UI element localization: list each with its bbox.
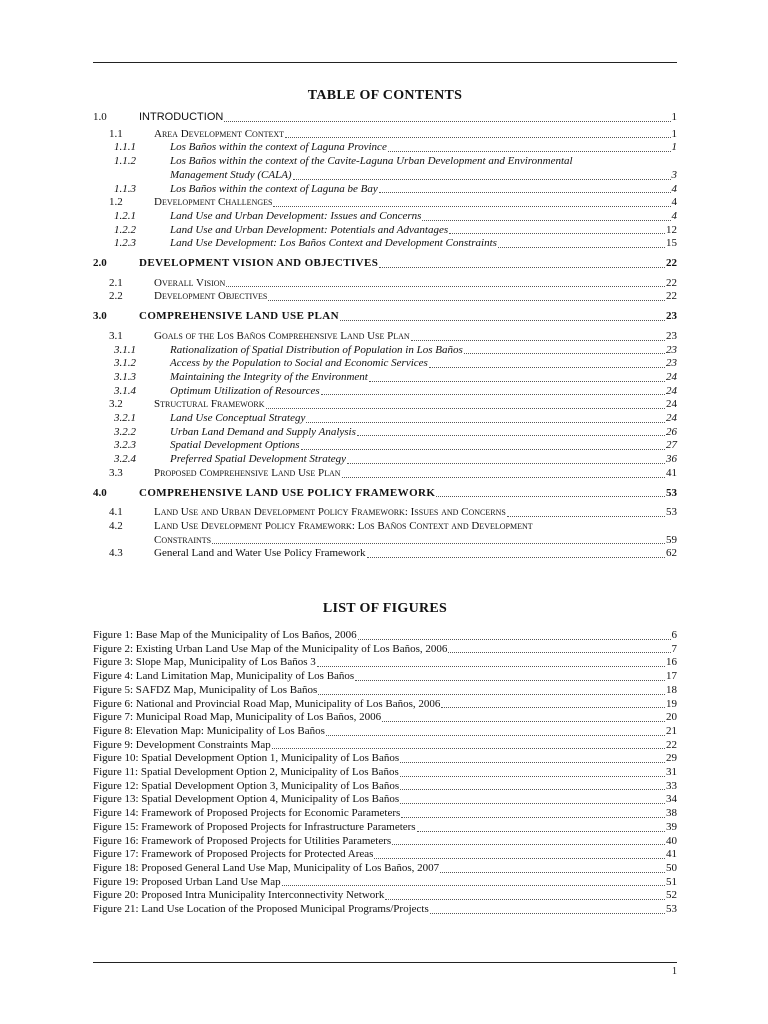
toc-entry[interactable] xyxy=(93,412,677,426)
toc-title: Land Use and Urban Development Policy Framework: Issues and Concerns xyxy=(154,506,506,519)
toc-page: 1 xyxy=(671,111,677,123)
figure-page: 7 xyxy=(671,642,677,655)
figure-title: Figure 14: Framework of Proposed Projects for Economic Parameters xyxy=(93,807,401,820)
toc-entry[interactable] xyxy=(93,141,677,155)
header-rule xyxy=(93,62,677,63)
toc-page: 22 xyxy=(666,276,677,289)
toc-title: Spatial Development Options xyxy=(170,439,300,452)
toc-entry[interactable] xyxy=(93,310,677,324)
toc-title: Structural Framework xyxy=(154,398,265,411)
figure-entry[interactable] xyxy=(93,698,677,712)
toc-number: 3.0 xyxy=(93,310,107,323)
toc-number: 4.2 xyxy=(109,519,123,532)
figure-title: Figure 1: Base Map of the Municipality of Los Baños, 2006 xyxy=(93,629,357,641)
toc-page: 23 xyxy=(666,357,677,370)
toc-page: 4 xyxy=(671,196,677,209)
toc-title: Preferred Spatial Development Strategy xyxy=(170,453,347,466)
figure-entry[interactable] xyxy=(93,848,677,862)
figure-page: 6 xyxy=(671,629,677,641)
figure-title: Figure 20: Proposed Intra Municipality Interconnectivity Network xyxy=(93,889,385,902)
figure-title: Figure 15: Framework of Proposed Projects for Infrastructure Parameters xyxy=(93,820,416,833)
figure-entry[interactable] xyxy=(93,780,677,794)
toc-number: 4.1 xyxy=(109,506,123,519)
toc-title: INTRODUCTION xyxy=(139,111,224,123)
toc-entry[interactable] xyxy=(93,547,677,561)
toc-number: 3.2.2 xyxy=(114,425,136,438)
toc-entry[interactable] xyxy=(93,467,677,481)
figure-title: Figure 21: Land Use Location of the Proposed Municipal Programs/Projects xyxy=(93,903,429,916)
toc-number: 3.2.4 xyxy=(114,453,136,466)
toc-number: 1.1.1 xyxy=(114,141,136,154)
toc-title: Land Use Conceptual Strategy xyxy=(170,412,306,425)
toc-page: 26 xyxy=(666,425,677,438)
toc-number: 1.1.3 xyxy=(114,182,136,195)
toc-entry[interactable] xyxy=(93,487,677,501)
figure-page: 19 xyxy=(666,697,677,710)
toc-number: 4.0 xyxy=(93,486,107,499)
toc-page: 62 xyxy=(666,547,677,560)
list-of-figures xyxy=(93,629,677,917)
toc-page: 36 xyxy=(666,453,677,466)
figure-title: Figure 8: Elevation Map: Municipality of Los Baños xyxy=(93,724,325,737)
toc-number: 1.2.1 xyxy=(114,209,136,222)
toc-number: 1.1.2 xyxy=(114,155,136,168)
figure-page: 50 xyxy=(666,861,677,874)
toc-entry[interactable] xyxy=(93,453,677,467)
toc-page: 53 xyxy=(666,506,677,519)
toc-title-continued: Management Study (CALA) xyxy=(170,168,292,181)
figure-title: Figure 9: Development Constraints Map xyxy=(93,738,271,751)
toc-title: Land Use Development: Los Baños Context and Development Constraints xyxy=(170,237,497,250)
toc-title: Access by the Population to Social and Economic Services xyxy=(170,357,428,370)
figure-entry[interactable] xyxy=(93,862,677,876)
toc-page: 24 xyxy=(666,412,677,425)
toc-number: 1.2.2 xyxy=(114,223,136,236)
toc-number: 3.1.4 xyxy=(114,384,136,397)
figure-entry[interactable] xyxy=(93,903,677,917)
toc-entry[interactable] xyxy=(93,426,677,440)
figure-entry[interactable] xyxy=(93,643,677,657)
toc-entry[interactable] xyxy=(93,357,677,371)
toc-number: 3.1 xyxy=(109,329,123,342)
toc-page: 12 xyxy=(666,223,677,236)
toc-title: COMPREHENSIVE LAND USE POLICY FRAMEWORK xyxy=(139,486,436,499)
toc-number: 1.0 xyxy=(93,111,107,123)
figure-page: 22 xyxy=(666,738,677,751)
toc-page: 24 xyxy=(666,370,677,383)
toc-title: Los Baños within the context of Laguna Province xyxy=(170,141,387,154)
figure-page: 29 xyxy=(666,752,677,765)
toc-number: 2.2 xyxy=(109,290,123,303)
toc-page: 27 xyxy=(666,439,677,452)
toc-title: Optimum Utilization of Resources xyxy=(170,384,320,397)
figure-title: Figure 4: Land Limitation Map, Municipality of Los Baños xyxy=(93,670,355,683)
toc-entry[interactable] xyxy=(93,257,677,271)
toc-page: 23 xyxy=(666,343,677,356)
toc-number: 3.1.3 xyxy=(114,370,136,383)
figure-entry[interactable] xyxy=(93,670,677,684)
toc-number: 3.1.2 xyxy=(114,357,136,370)
toc-number: 1.1 xyxy=(109,127,123,140)
toc-entry[interactable] xyxy=(93,224,677,238)
figure-title: Figure 12: Spatial Development Option 3, Municipality of Los Baños xyxy=(93,779,400,792)
toc-title: Los Baños within the context of Laguna be Bay xyxy=(170,182,378,195)
figure-page: 21 xyxy=(666,724,677,737)
figure-entry[interactable] xyxy=(93,807,677,821)
toc-entry[interactable] xyxy=(93,330,677,344)
toc-entry[interactable] xyxy=(93,385,677,399)
figure-page: 51 xyxy=(666,875,677,888)
figure-page: 38 xyxy=(666,807,677,820)
toc-page: 23 xyxy=(666,310,677,323)
toc-title-continued: Constraints xyxy=(154,533,212,546)
toc-title: Maintaining the Integrity of the Environment xyxy=(170,370,368,383)
toc-page: 23 xyxy=(666,329,677,342)
toc-title: Overall Vision xyxy=(154,276,226,289)
lof-heading: LIST OF FIGURES xyxy=(322,601,448,616)
figure-title: Figure 18: Proposed General Land Use Map, Municipality of Los Baños, 2007 xyxy=(93,861,440,874)
toc-title: Development Challenges xyxy=(154,196,273,209)
toc-entry[interactable] xyxy=(93,290,677,304)
figure-page: 17 xyxy=(666,670,677,683)
figure-entry[interactable] xyxy=(93,629,677,643)
figure-entry[interactable] xyxy=(93,876,677,890)
figure-page: 39 xyxy=(666,820,677,833)
figure-entry[interactable] xyxy=(93,725,677,739)
toc-title: Land Use and Urban Development: Issues and Concerns xyxy=(170,209,422,222)
figure-entry[interactable] xyxy=(93,821,677,835)
figure-page: 16 xyxy=(666,656,677,669)
toc-title: Los Baños within the context of the Cavite-Laguna Urban Development and Environmental xyxy=(170,155,573,168)
figure-title: Figure 10: Spatial Development Option 1, Municipality of Los Baños xyxy=(93,752,400,765)
figure-title: Figure 17: Framework of Proposed Projects for Protected Areas xyxy=(93,848,374,861)
footer-rule xyxy=(93,962,677,963)
toc-page: 4 xyxy=(671,209,677,222)
toc-heading: TABLE OF CONTENTS xyxy=(307,88,463,103)
figure-entry[interactable] xyxy=(93,684,677,698)
toc-entry[interactable] xyxy=(93,344,677,358)
figure-entry[interactable] xyxy=(93,656,677,670)
toc-page: 1 xyxy=(671,127,677,140)
toc-entry[interactable] xyxy=(93,196,677,210)
toc-title: Area Development Context xyxy=(154,127,285,140)
toc-title: DEVELOPMENT VISION AND OBJECTIVES xyxy=(139,257,379,270)
figure-entry[interactable] xyxy=(93,889,677,903)
toc-page: 59 xyxy=(666,533,677,546)
figure-title: Figure 2: Existing Urban Land Use Map of the Municipality of Los Baños, 2006 xyxy=(93,642,448,655)
toc-page: 41 xyxy=(666,466,677,479)
toc-entry[interactable] xyxy=(93,210,677,224)
toc-title: Land Use Development Policy Framework: Los Baños Context and Development xyxy=(154,519,533,532)
toc-number: 3.2.1 xyxy=(114,412,136,425)
toc-title: General Land and Water Use Policy Framework xyxy=(154,547,366,560)
toc-entry[interactable] xyxy=(93,520,677,547)
figure-entry[interactable] xyxy=(93,766,677,780)
toc-number: 3.3 xyxy=(109,466,123,479)
figure-title: Figure 16: Framework of Proposed Projects for Utilities Parameters xyxy=(93,834,392,847)
toc-page: 3 xyxy=(671,168,677,181)
figure-entry[interactable] xyxy=(93,752,677,766)
toc-title: Rationalization of Spatial Distribution of Population in Los Baños xyxy=(170,343,463,356)
toc-title: Land Use and Urban Development: Potentials and Advantages xyxy=(170,223,449,236)
figure-page: 40 xyxy=(666,834,677,847)
figure-title: Figure 11: Spatial Development Option 2, Municipality of Los Baños xyxy=(93,766,399,779)
figure-page: 18 xyxy=(666,683,677,696)
toc-page: 4 xyxy=(671,182,677,195)
figure-title: Figure 5: SAFDZ Map, Municipality of Los Baños xyxy=(93,683,318,696)
toc-entry[interactable] xyxy=(93,371,677,385)
page-number: 1 xyxy=(672,966,677,977)
toc-entry[interactable] xyxy=(93,155,677,182)
toc-entry[interactable] xyxy=(93,128,677,142)
toc-number: 1.2.3 xyxy=(114,237,136,250)
toc-page: 22 xyxy=(666,290,677,303)
toc-entry[interactable] xyxy=(93,506,677,520)
toc-page: 24 xyxy=(666,384,677,397)
toc-page: 22 xyxy=(666,257,677,270)
figure-page: 41 xyxy=(666,848,677,861)
toc-number: 2.1 xyxy=(109,276,123,289)
figure-entry[interactable] xyxy=(93,835,677,849)
figure-page: 53 xyxy=(666,903,677,916)
figure-page: 20 xyxy=(666,711,677,724)
toc-entry[interactable] xyxy=(93,237,677,251)
table-of-contents xyxy=(93,111,677,561)
figure-page: 33 xyxy=(666,779,677,792)
toc-title: Development Objectives xyxy=(154,290,268,303)
toc-page: 24 xyxy=(666,398,677,411)
figure-title: Figure 6: National and Provincial Road Map, Municipality of Los Baños, 2006 xyxy=(93,697,441,710)
toc-entry[interactable] xyxy=(93,183,677,197)
figure-title: Figure 13: Spatial Development Option 4, Municipality of Los Baños xyxy=(93,793,400,806)
toc-title: Urban Land Demand and Supply Analysis xyxy=(170,425,356,438)
figure-page: 31 xyxy=(666,766,677,779)
figure-title: Figure 7: Municipal Road Map, Municipality of Los Baños, 2006 xyxy=(93,711,382,724)
toc-number: 1.2 xyxy=(109,196,123,209)
toc-page: 15 xyxy=(666,237,677,250)
toc-entry[interactable] xyxy=(93,111,677,125)
toc-number: 3.2.3 xyxy=(114,439,136,452)
toc-number: 3.1.1 xyxy=(114,343,136,356)
toc-entry[interactable] xyxy=(93,277,677,291)
toc-page: 1 xyxy=(671,141,677,154)
toc-title: COMPREHENSIVE LAND USE PLAN xyxy=(139,310,339,323)
toc-entry[interactable] xyxy=(93,439,677,453)
toc-entry[interactable] xyxy=(93,398,677,412)
toc-page: 53 xyxy=(666,486,677,499)
figure-page: 52 xyxy=(666,889,677,902)
toc-number: 2.0 xyxy=(93,257,107,270)
figure-title: Figure 3: Slope Map, Municipality of Los Baños 3 xyxy=(93,656,316,669)
figure-title: Figure 19: Proposed Urban Land Use Map xyxy=(93,875,281,888)
figure-page: 34 xyxy=(666,793,677,806)
toc-number: 4.3 xyxy=(109,547,123,560)
toc-title: Goals of the Los Baños Comprehensive Land Use Plan xyxy=(154,329,410,342)
figure-entry[interactable] xyxy=(93,711,677,725)
figure-entry[interactable] xyxy=(93,793,677,807)
toc-number: 3.2 xyxy=(109,398,123,411)
figure-entry[interactable] xyxy=(93,739,677,753)
toc-title: Proposed Comprehensive Land Use Plan xyxy=(154,466,341,479)
